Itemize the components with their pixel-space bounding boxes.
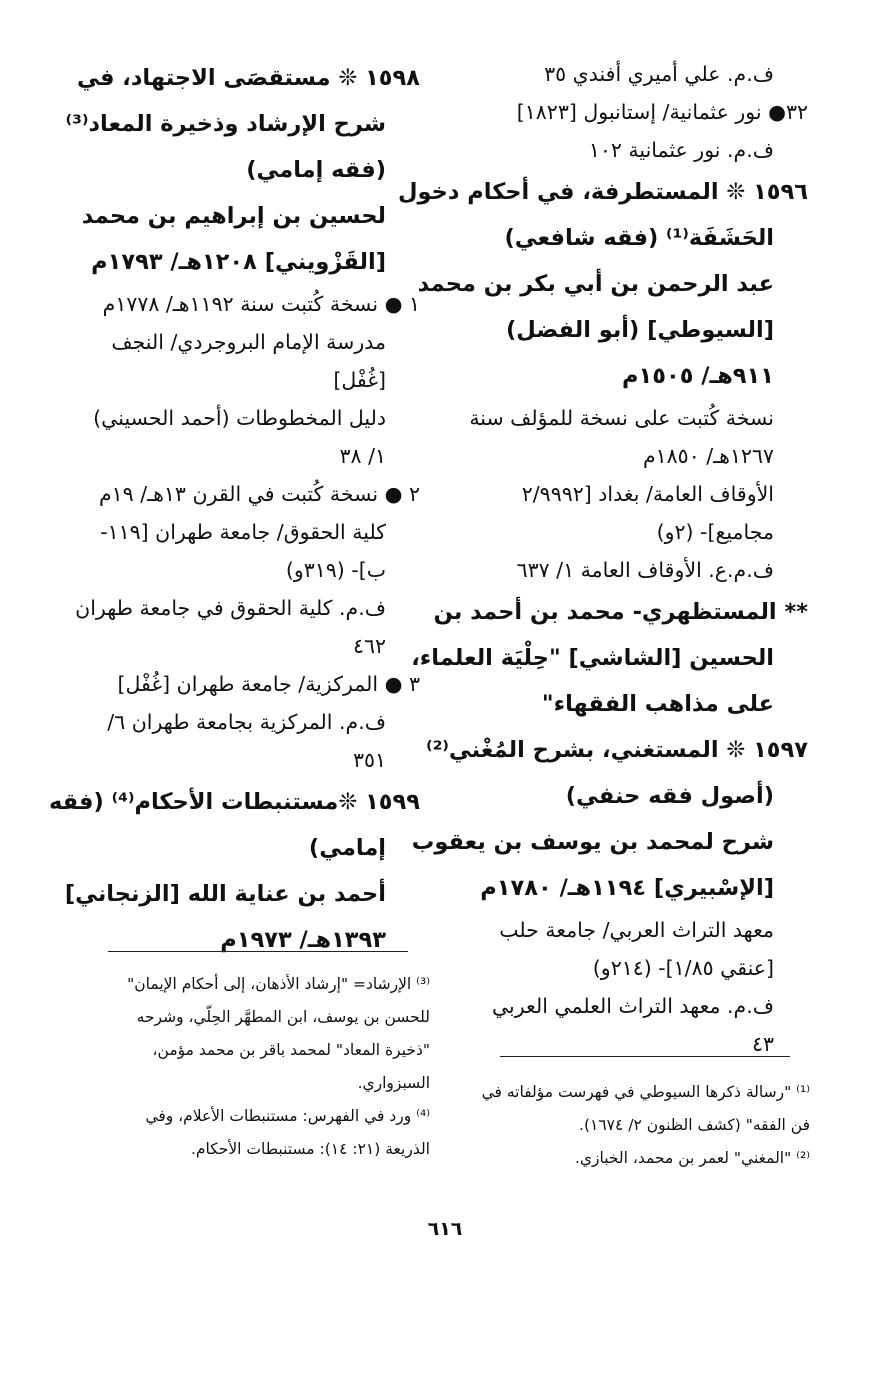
footnote-line: للحسن بن يوسف، ابن المطهَّر الحِلّي، وشرحه — [136, 1008, 430, 1026]
footnote-line: السبزواري. — [357, 1074, 430, 1092]
right-column-line: ١٥٩٧ ❊ المستغني، بشرح المُغْني⁽²⁾ — [426, 737, 808, 763]
left-column-line: مدرسة الإمام البروجردي/ النجف — [111, 330, 386, 354]
right-column — [398, 55, 808, 1063]
left-column-line: ٢ ● نسخة كُتبت في القرن ١٣هـ/ ١٩م — [98, 482, 420, 506]
left-column-line: ١٥٩٩ ❊مستنبطات الأحكام⁽⁴⁾ (فقه — [48, 789, 420, 815]
left-column-line: ٣ ● المركزية/ جامعة طهران [غُفْل] — [117, 672, 420, 696]
left-column-line: ب]- (٣١٩و) — [285, 558, 386, 582]
left-column — [48, 55, 420, 963]
right-column-line: [الإسْبيري] ١١٩٤هـ/ ١٧٨٠م — [480, 875, 774, 901]
footnote-rule-right — [500, 1056, 790, 1057]
right-column-line: ١٥٩٦ ❊ المستطرفة، في أحكام دخول — [398, 179, 808, 205]
right-column-line: الأوقاف العامة/ بغداد [٢/٩٩٩٢ — [521, 482, 774, 506]
footnote-line: فن الفقه" (كشف الظنون ٢/ ١٦٧٤). — [579, 1116, 810, 1134]
right-column-line: [عنقي ١/٨٥]- (٢١٤و) — [592, 956, 774, 980]
right-column-line: عبد الرحمن بن أبي بكر بن محمد — [417, 271, 774, 297]
left-column-line: ف.م. المركزية بجامعة طهران ٦/ — [107, 710, 386, 734]
left-column-line: ٤٦٢ — [352, 634, 386, 658]
footnotes-left — [70, 968, 430, 1166]
right-column-line: ف.م. علي أميري أفندي ٣٥ — [544, 62, 774, 86]
right-column-line: (أصول فقه حنفي) — [565, 783, 774, 809]
left-column-line: إمامي) — [308, 835, 386, 861]
left-column-line: دليل المخطوطات (أحمد الحسيني) — [93, 406, 386, 430]
footnote-line: ⁽⁴⁾ ورد في الفهرس: مستنبطات الأعلام، وفي — [145, 1107, 430, 1125]
right-column-line: الحسين [الشاشي] "حِلْيَة العلماء، — [411, 645, 774, 671]
right-column-line: على مذاهب الفقهاء" — [541, 691, 774, 717]
left-column-line: لحسين بن إبراهيم بن محمد — [81, 203, 386, 229]
right-column-line: ٣٢● نور عثمانية/ إستانبول [١٨٢٣] — [516, 100, 808, 124]
left-column-line: ف.م. كلية الحقوق في جامعة طهران — [75, 596, 386, 620]
footnotes-right — [455, 1076, 810, 1175]
right-column-line: ١٢٦٧هـ/ ١٨٥٠م — [642, 444, 774, 468]
left-column-line: [غُفْل] — [333, 368, 386, 392]
left-column-line: شرح الإرشاد وذخيرة المعاد⁽³⁾ — [65, 111, 386, 137]
right-column-line: ** المستظهري- محمد بن أحمد بن — [433, 599, 808, 625]
left-column-line: ١/ ٣٨ — [339, 444, 386, 468]
left-column-line: (فقه إمامي) — [246, 157, 386, 183]
footnote-rule-left — [108, 951, 408, 952]
right-column-line: معهد التراث العربي/ جامعة حلب — [499, 918, 774, 942]
right-column-line: شرح لمحمد بن يوسف بن يعقوب — [411, 829, 774, 855]
left-column-line: ٣٥١ — [352, 748, 386, 772]
right-column-line: ٩١١هـ/ ١٥٠٥م — [622, 363, 774, 389]
left-column-line: ١٣٩٣هـ/ ١٩٧٣م — [220, 927, 386, 953]
right-column-line: الحَشَفَة⁽¹⁾ (فقه شافعي) — [504, 225, 774, 251]
right-column-line: مجاميع]- (٢و) — [656, 520, 774, 544]
page-number: ٦١٦ — [427, 1218, 463, 1240]
left-column-line: ١ ● نسخة كُتبت سنة ١١٩٢هـ/ ١٧٧٨م — [102, 292, 420, 316]
left-column-line: كلية الحقوق/ جامعة طهران [١١٩- — [100, 520, 386, 544]
right-column-line: ف.م.ع. الأوقاف العامة ١/ ٦٣٧ — [516, 558, 774, 582]
right-column-line: [السيوطي] (أبو الفضل) — [506, 317, 774, 343]
right-column-line: ف.م. نور عثمانية ١٠٢ — [588, 138, 774, 162]
footnote-line: ⁽³⁾ الإرشاد= "إرشاد الأذهان، إلى أحكام الإيمان" — [127, 975, 430, 993]
right-column-line: ف.م. معهد التراث العلمي العربي — [491, 994, 774, 1018]
footnote-line: ⁽²⁾ "المغني" لعمر بن محمد، الخبازي. — [574, 1149, 810, 1167]
left-column-line: [القَزْويني] ١٢٠٨هـ/ ١٧٩٣م — [91, 249, 386, 275]
left-column-line: ١٥٩٨ ❊ مستقصَى الاجتهاد، في — [76, 65, 420, 91]
right-column-line: ٤٣ — [751, 1032, 774, 1056]
left-column-line: أحمد بن عناية الله [الزنجاني] — [64, 881, 386, 907]
right-column-line: نسخة كُتبت على نسخة للمؤلف سنة — [469, 406, 774, 430]
footnote-line: ⁽¹⁾ "رسالة ذكرها السيوطي في فهرست مؤلفاته في — [481, 1083, 810, 1101]
footnote-line: الذريعة (٢١: ١٤): مستنبطات الأحكام. — [190, 1140, 430, 1158]
footnote-line: "ذخيرة المعاد" لمحمد باقر بن محمد مؤمن، — [152, 1041, 430, 1059]
